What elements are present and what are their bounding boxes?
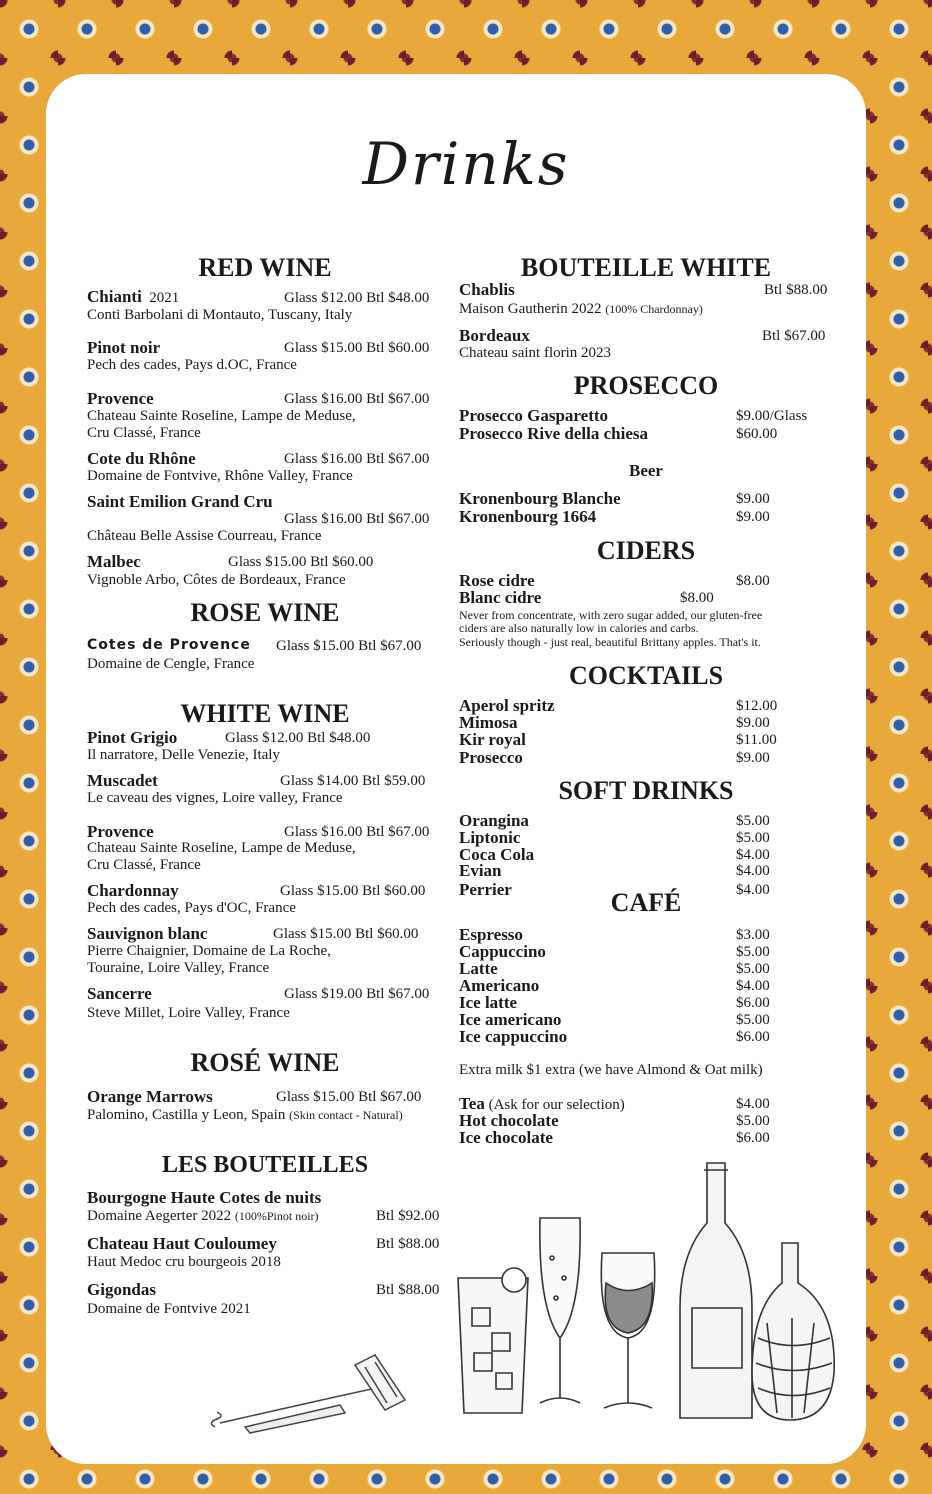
menu-item-desc: Steve Millet, Loire Valley, France [87, 1005, 290, 1021]
corkscrew-illustration [205, 1345, 425, 1435]
menu-item-price: $9.00 [736, 509, 770, 525]
menu-item-price: $9.00 [736, 750, 770, 766]
menu-item-desc: Château Belle Assise Courreau, France [87, 528, 322, 544]
menu-item-desc: Domaine de Cengle, France [87, 656, 255, 672]
menu-item-price: Btl $88.00 [376, 1236, 440, 1252]
rose-wine-heading: ROSE WINE [190, 598, 340, 627]
menu-item-name: Espresso [459, 925, 523, 944]
menu-item-name: Gigondas [87, 1280, 156, 1299]
menu-item-desc: Vignoble Arbo, Côtes de Bordeaux, France [87, 572, 346, 588]
cider-note: Never from concentrate, with zero sugar added, our gluten-free [459, 608, 763, 622]
menu-item-price: Glass $15.00 Btl $60.00 [280, 883, 426, 899]
menu-item-name: Cappuccino [459, 942, 546, 961]
menu-item-name: Provence [87, 822, 154, 841]
menu-item-desc: Pech des cades, Pays d.OC, France [87, 357, 297, 373]
menu-item-price: $5.00 [736, 830, 770, 846]
menu-item-desc: Chateau Sainte Roseline, Lampe de Meduse, [87, 840, 356, 856]
menu-item-name: Pinot Grigio [87, 728, 178, 747]
menu-item-price: Glass $15.00 Btl $67.00 [276, 1089, 422, 1105]
menu-item-name: Ice cappuccino [459, 1027, 568, 1046]
rose-wine-2-heading: ROSÉ WINE [190, 1048, 340, 1077]
menu-item-price: $3.00 [736, 927, 770, 943]
menu-item-name: Muscadet [87, 771, 158, 790]
menu-item-name: Provence [87, 389, 154, 408]
menu-item-price: Btl $88.00 [764, 282, 828, 298]
menu-item-price: $6.00 [736, 995, 770, 1011]
menu-item-name: Ice latte [459, 993, 518, 1012]
menu-item-name: Blanc cidre [459, 588, 542, 607]
menu-item-price: $9.00 [736, 715, 770, 731]
menu-item-price: $9.00/Glass [736, 408, 808, 424]
menu-item-name: Latte [459, 959, 498, 978]
menu-item-name: Evian [459, 861, 502, 880]
menu-item-price: $60.00 [736, 426, 778, 442]
menu-item-name: Orangina [459, 811, 529, 830]
menu-item-desc: Cru Classé, France [87, 425, 201, 441]
menu-item-name: Aperol spritz [459, 696, 555, 715]
page-title: Drinks [362, 130, 570, 198]
menu-item-name: Saint Emilion Grand Cru [87, 492, 273, 511]
menu-item-price: $9.00 [736, 491, 770, 507]
menu-item-name: Malbec [87, 552, 141, 571]
menu-item-desc: Maison Gautherin 2022 (100% Chardonnay) [459, 301, 703, 317]
menu-item-desc: Conti Barbolani di Montauto, Tuscany, Italy [87, 307, 353, 323]
menu-item-desc: Pech des cades, Pays d'OC, France [87, 900, 296, 916]
menu-item-price: Glass $16.00 Btl $67.00 [284, 511, 430, 527]
menu-item-name: Sauvignon blanc [87, 924, 208, 943]
menu-item-name: Kronenbourg 1664 [459, 507, 597, 526]
menu-item-name: Mimosa [459, 713, 518, 732]
menu-item-name: Perrier [459, 880, 512, 899]
menu-item-desc: Cru Classé, France [87, 857, 201, 873]
menu-item-desc: Touraine, Loire Valley, France [87, 960, 270, 976]
soft-drinks-heading: SOFT DRINKS [558, 776, 734, 805]
menu-item-name: Bordeaux [459, 326, 530, 345]
menu-item-name: Coca Cola [459, 845, 535, 864]
menu-item-price: $8.00 [680, 590, 714, 606]
red-wine-heading: RED WINE [198, 253, 332, 282]
menu-item-name: Tea (Ask for our selection) [459, 1094, 625, 1113]
menu-item-price: Glass $15.00 Btl $60.00 [273, 926, 419, 942]
menu-item-desc: Il narratore, Delle Venezie, Italy [87, 747, 280, 763]
menu-item-name: Chardonnay [87, 881, 179, 900]
menu-item-price: $12.00 [736, 698, 778, 714]
menu-item-desc: Palomino, Castilla y Leon, Spain (Skin contact - Natural) [87, 1107, 403, 1123]
cocktails-heading: COCKTAILS [568, 661, 724, 690]
menu-item-desc: Chateau Sainte Roseline, Lampe de Meduse, [87, 408, 356, 424]
menu-item-name: Kronenbourg Blanche [459, 489, 621, 508]
menu-item-price: Glass $15.00 Btl $60.00 [284, 340, 430, 356]
menu-item-name: Prosecco Rive della chiesa [459, 424, 649, 443]
menu-item-price: $6.00 [736, 1130, 770, 1146]
extra-milk-note: Extra milk $1 extra (we have Almond & Oat milk) [459, 1062, 763, 1078]
menu-item-price: $6.00 [736, 1029, 770, 1045]
menu-item-name: Chablis [459, 280, 515, 299]
menu-item-price: $4.00 [736, 1096, 770, 1112]
menu-item-name: Bourgogne Haute Cotes de nuits [87, 1188, 322, 1207]
bouteille-white-heading: BOUTEILLE WHITE [520, 253, 772, 282]
cafe-heading: CAFÉ [610, 888, 682, 917]
menu-item-name: Hot chocolate [459, 1111, 559, 1130]
menu-item-price: Glass $15.00 Btl $67.00 [276, 638, 422, 654]
prosecco-heading: PROSECCO [573, 371, 719, 400]
menu-item-desc: Pierre Chaignier, Domaine de La Roche, [87, 943, 331, 959]
cider-note: Seriously though - just real, beautiful Brittany apples. That's it. [459, 635, 761, 649]
menu-item-price: $4.00 [736, 863, 770, 879]
menu-item-price: Glass $19.00 Btl $67.00 [284, 986, 430, 1002]
menu-item-desc: Domaine de Fontvive, Rhône Valley, France [87, 468, 353, 484]
menu-item-price: Glass $16.00 Btl $67.00 [284, 451, 430, 467]
ciders-heading: CIDERS [596, 536, 696, 565]
menu-item-desc: Domaine Aegerter 2022 (100%Pinot noir) [87, 1208, 319, 1224]
menu-item-price: $5.00 [736, 813, 770, 829]
menu-item-desc: Haut Medoc cru bourgeois 2018 [87, 1254, 281, 1270]
menu-item-price: $5.00 [736, 961, 770, 977]
menu-item-name: Cote du Rhône [87, 449, 196, 468]
menu-item-name: Liptonic [459, 828, 521, 847]
menu-item-name: Ice chocolate [459, 1128, 553, 1147]
menu-item-name: Pinot noir [87, 338, 161, 357]
les-bouteilles-heading: LES BOUTEILLES [161, 1152, 369, 1178]
menu-item-price: Glass $12.00 Btl $48.00 [284, 290, 430, 306]
beer-heading: Beer [629, 461, 663, 480]
menu-item-name: Orange Marrows [87, 1087, 213, 1106]
menu-item-price: $11.00 [736, 732, 777, 748]
menu-item-price: Glass $16.00 Btl $67.00 [284, 391, 430, 407]
menu-item-price: Btl $92.00 [376, 1208, 440, 1224]
menu-item-price: $5.00 [736, 1012, 770, 1028]
menu-item-name: Prosecco Gasparetto [459, 406, 609, 425]
menu-item-desc: Domaine de Fontvive 2021 [87, 1301, 251, 1317]
menu-item-price: $5.00 [736, 944, 770, 960]
menu-item-price: Glass $16.00 Btl $67.00 [284, 824, 430, 840]
menu-item-price: $5.00 [736, 1113, 770, 1129]
menu-item-price: Glass $15.00 Btl $60.00 [228, 554, 374, 570]
menu-item-name: Prosecco [459, 748, 523, 767]
menu-item-desc: Le caveau des vignes, Loire valley, France [87, 790, 343, 806]
menu-item-name: Kir royal [459, 730, 526, 749]
menu-item-price: $4.00 [736, 847, 770, 863]
menu-item-price: Btl $88.00 [376, 1282, 440, 1298]
menu-item-desc: Chateau saint florin 2023 [459, 345, 612, 361]
menu-item-price: Glass $14.00 Btl $59.00 [280, 773, 426, 789]
menu-item-name: Sancerre [87, 984, 152, 1003]
menu-item-name: Chianti 2021 [87, 287, 180, 306]
menu-item-name: Cotes de Provence [87, 637, 251, 653]
menu-item-name: Rose cidre [459, 571, 535, 590]
menu-item-name: Americano [459, 976, 540, 995]
menu-item-name: Ice americano [459, 1010, 562, 1029]
menu-item-name: Chateau Haut Couloumey [87, 1234, 277, 1253]
glassware-illustration [452, 1158, 852, 1428]
menu-item-price: Btl $67.00 [762, 328, 826, 344]
menu-item-price: Glass $12.00 Btl $48.00 [225, 730, 371, 746]
white-wine-heading: WHITE WINE [180, 699, 350, 728]
menu-item-price: $4.00 [736, 882, 770, 898]
menu-item-price: $8.00 [736, 573, 770, 589]
menu-item-price: $4.00 [736, 978, 770, 994]
cider-note: ciders are also naturally low in calories and carbs. [459, 621, 699, 635]
